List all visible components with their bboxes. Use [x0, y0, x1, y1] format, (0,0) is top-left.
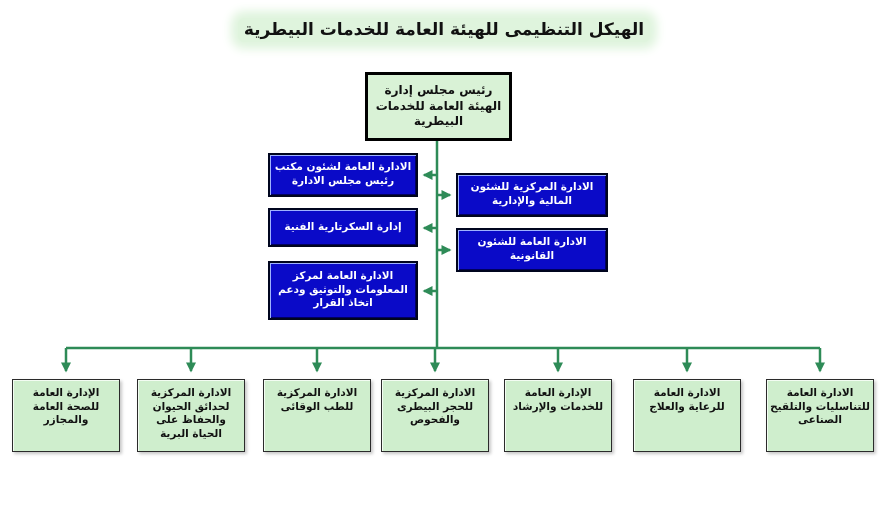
box-information-center: الادارة العامة لمركز المعلومات والتوثيق ودعم اتخاذ القرار — [268, 261, 418, 320]
box-financial-admin-affairs: الادارة المركزية للشئون المالية والإدارية — [456, 173, 608, 217]
box-care-treatment: الادارة العامة للرعاية والعلاج — [633, 379, 741, 452]
box-chairman: رئيس مجلس إدارة الهيئة العامة للخدمات البيطرية — [365, 72, 512, 141]
chart-title: الهيكل التنظيمى للهيئة العامة للخدمات البيطرية — [238, 18, 650, 42]
box-services-extension: الإدارة العامة للخدمات والإرشاد — [504, 379, 612, 452]
box-reproduction-artificial-insemination: الادارة العامة للتناسليات والتلقيح الصناعى — [766, 379, 874, 452]
box-zoos-wildlife: الادارة المركزية لحدائق الحيوان والحفاظ على الحياة البرية — [137, 379, 245, 452]
chart-title-row — [0, 18, 888, 42]
box-preventive-medicine: الادارة المركزية للطب الوقائى — [263, 379, 371, 452]
box-chairman-office-affairs: الادارة العامة لشئون مكتب رئيس مجلس الادارة — [268, 153, 418, 197]
box-technical-secretariat: إدارة السكرتارية الفنية — [268, 208, 418, 247]
box-public-health-slaughterhouses: الإدارة العامة للصحة العامة والمجازر — [12, 379, 120, 452]
box-veterinary-quarantine: الادارة المركزية للحجر البيطرى والفحوص — [381, 379, 489, 452]
box-legal-affairs: الادارة العامة للشئون القانونية — [456, 228, 608, 272]
